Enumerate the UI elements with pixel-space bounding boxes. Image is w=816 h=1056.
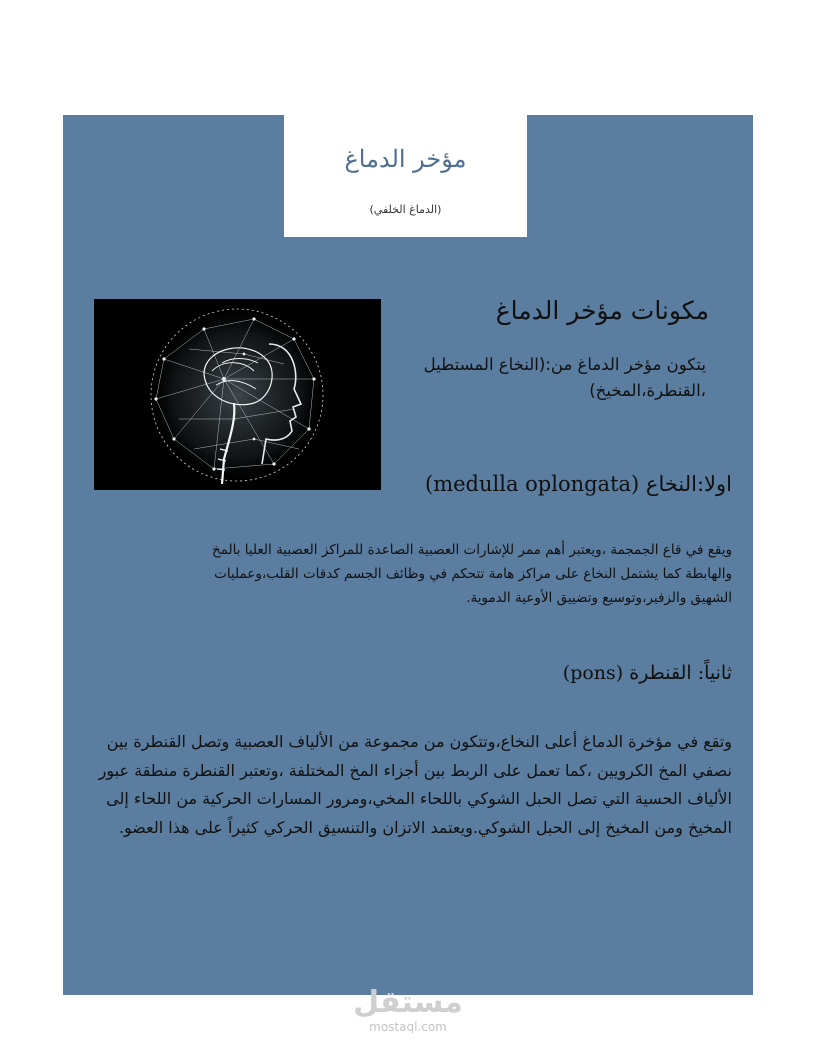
brain-image (94, 299, 381, 490)
watermark-arabic: مستقل (353, 985, 463, 1020)
medulla-heading: اولا:النخاع (medulla oplongata) (425, 472, 732, 496)
mostaql-watermark (340, 985, 476, 1033)
components-heading: مكونات مؤخر الدماغ (495, 296, 709, 325)
medulla-text: ويقع في قاع الجمجمة ،ويعتبر أهم ممر للإشارات العصبية الصاعدة للمراكز العصبية العليا بالمخ والهابطة كما يشتمل النخاع على مراكز هامة تتحكم في وظائف الجسم كدقات القلب،وعمليات الشهيق والزفير،وتوسيع وتضييق الأوعية الدموية. (211, 542, 732, 606)
page-title: مؤخر الدماغ (344, 145, 467, 173)
pons-text: وتقع في مؤخرة الدماغ أعلى النخاع،وتتكون من مجموعة من الألياف العصبية وتصل القنطرة بين نصفي المخ الكرويين ،كما تعمل على الربط بين أجزاء المخ المختلفة ،وتعتبر القنطرة منطقة عبور الألياف الحسية التي تصل الحبل الشوكي باللحاء المخي،ومرور المسارات الحركية من اللحاء إلى المخيخ ومن المخيخ إلى الحبل الشوكي.ويعتمد الاتزان والتنسيق الحركي كثيراً على هذا العضو. (98, 732, 732, 837)
components-text: يتكون مؤخر الدماغ من:(النخاع المستطيل ،القنطرة،المخيخ) (423, 355, 706, 400)
pons-heading: ثانياً: القنطرة (pons) (562, 662, 732, 684)
title-box (284, 115, 527, 237)
brain-network-graphic (94, 299, 381, 490)
page-subtitle: (الدماغ الخلفي) (369, 203, 442, 216)
watermark-latin: mostaql.com (369, 1020, 447, 1034)
